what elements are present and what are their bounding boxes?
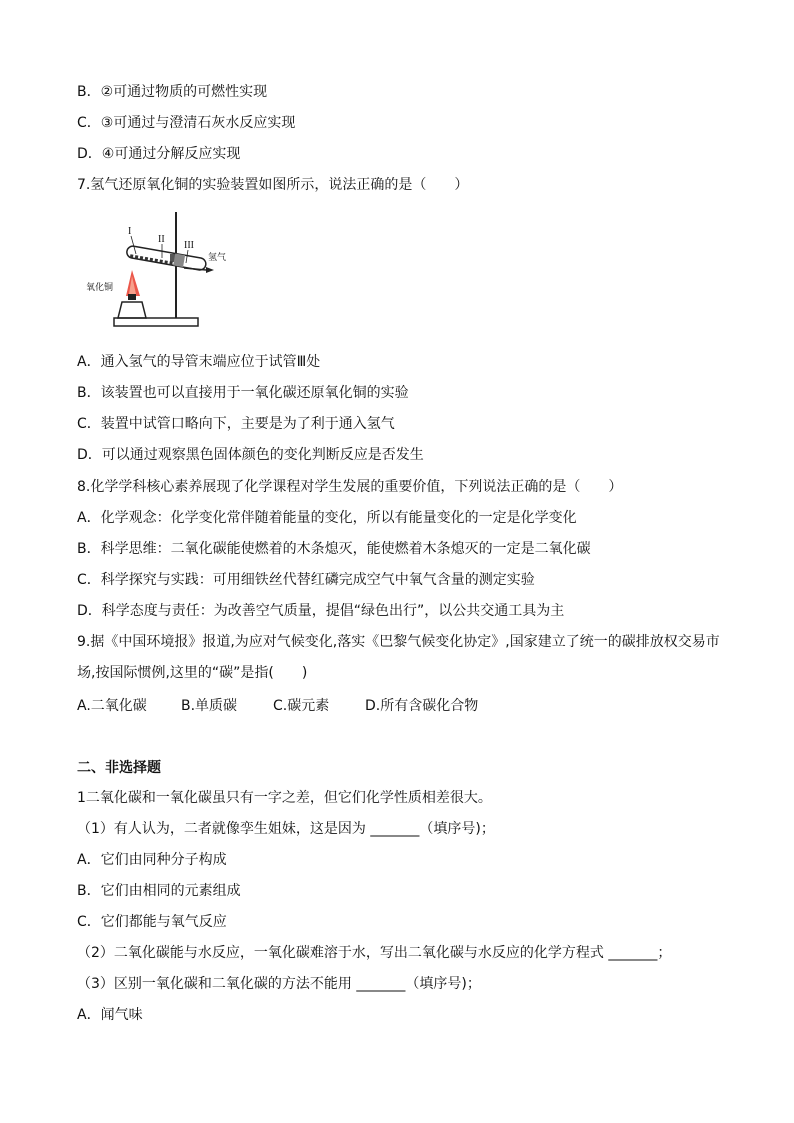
q1-part1-option-a: A．它们由同种分子构成 xyxy=(77,852,227,868)
q8-stem: 8.化学学科核心素养展现了化学课程对学生发展的重要价值，下列说法正确的是（ ） xyxy=(77,479,623,495)
stopper xyxy=(173,254,185,268)
test-tube xyxy=(126,245,207,271)
label-ii: II xyxy=(158,234,165,245)
label-iii: III xyxy=(184,240,194,251)
label-i: I xyxy=(128,226,132,237)
q7-option-d: D．可以通过观察黑色固体颜色的变化判断反应是否发生 xyxy=(77,447,424,463)
label-hydrogen: 氢气 xyxy=(208,253,227,263)
q1-part1-option-c: C．它们都能与氧气反应 xyxy=(77,914,227,930)
q7-option-a: A．通入氢气的导管末端应位于试管Ⅲ处 xyxy=(77,354,321,370)
q9-option-d: D.所有含碳化合物 xyxy=(365,698,479,714)
q8-option-a: A．化学观念：化学变化常伴随着能量的变化，所以有能量变化的一定是化学变化 xyxy=(77,510,577,526)
q8-option-d: D．科学态度与责任：为改善空气质量，提倡“绿色出行”，以公共交通工具为主 xyxy=(77,603,565,619)
q7-option-c: C．装置中试管口略向下，主要是为了利于通入氢气 xyxy=(77,416,395,432)
q9-option-b: B.单质碳 xyxy=(181,698,238,714)
alcohol-lamp-icon xyxy=(118,302,146,318)
q1-part1-option-b: B．它们由相同的元素组成 xyxy=(77,883,241,899)
q9-stem: 9.据《中国环境报》报道,为应对气候变化,落实《巴黎气候变化协定》,国家建立了统一的碳排放权交易市场,按国际惯例,这里的“碳”是指( ) xyxy=(77,634,720,681)
hydrogen-reduction-apparatus-figure xyxy=(86,208,246,334)
q1-part1: （1）有人认为，二者就像孪生姐妹，这是因为 _______（填序号)； xyxy=(77,821,495,837)
q1-part3-option-a: A．闻气味 xyxy=(77,1007,143,1023)
q8-option-b: B．科学思维：二氧化碳能使燃着的木条熄灭，能使燃着木条熄灭的一定是二氧化碳 xyxy=(77,541,591,557)
q7-option-b: B．该装置也可以直接用于一氧化碳还原氧化铜的实验 xyxy=(77,385,409,401)
label-copper-oxide: 氧化铜 xyxy=(86,283,114,293)
arrow-icon xyxy=(206,267,214,273)
q6-option-d: D．④可通过分解反应实现 xyxy=(77,146,241,162)
hydrogen-inlet-tube xyxy=(184,268,206,270)
q1-part2: （2）二氧化碳能与水反应，一氧化碳难溶于水，写出二氧化碳与水反应的化学方程式 _______； xyxy=(77,945,672,961)
q9-options xyxy=(77,696,478,716)
q9-option-c: C.碳元素 xyxy=(273,698,330,714)
q6-option-b: B．②可通过物质的可燃性实现 xyxy=(77,84,268,100)
q7-stem: 7.氢气还原氧化铜的实验装置如图所示，说法正确的是（ ） xyxy=(77,177,469,193)
q1-part3: （3）区别一氧化碳和二氧化碳的方法不能用 _______（填序号)； xyxy=(77,976,481,992)
section-title: 二、非选择题 xyxy=(77,760,161,776)
q1-stem: 1二氧化碳和一氧化碳虽只有一字之差，但它们化学性质相差很大。 xyxy=(77,790,492,806)
q8-option-c: C．科学探究与实践：可用细铁丝代替红磷完成空气中氧气含量的测定实验 xyxy=(77,572,535,588)
lamp-wick-holder xyxy=(128,294,136,300)
stand-base xyxy=(114,318,198,326)
q9-option-a: A.二氧化碳 xyxy=(77,698,147,714)
q6-option-c: C．③可通过与澄清石灰水反应实现 xyxy=(77,115,296,131)
